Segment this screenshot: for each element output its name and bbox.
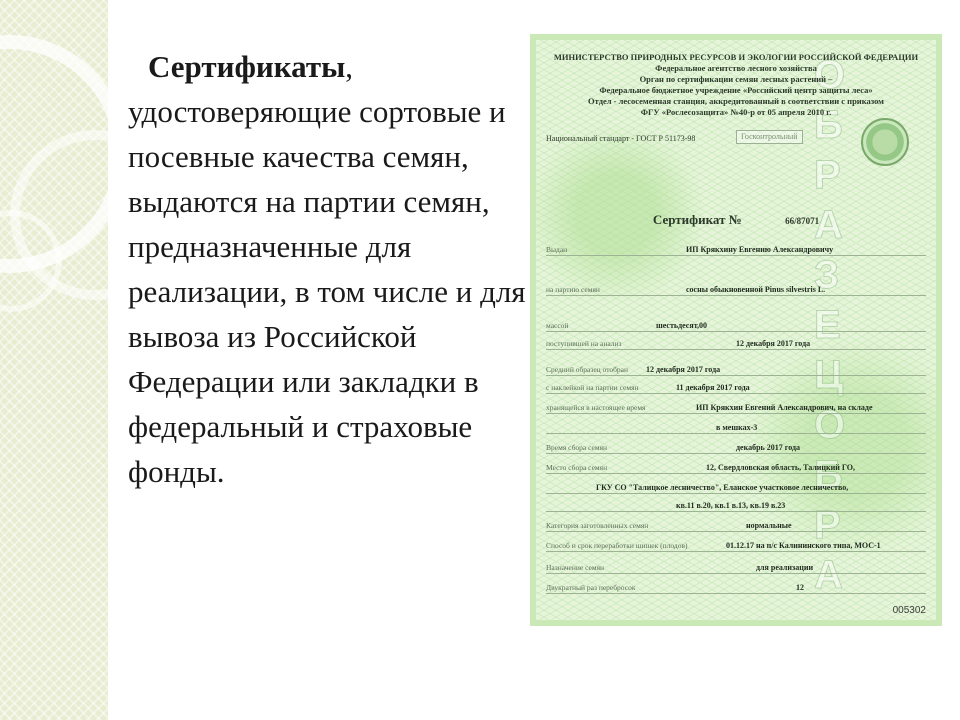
certificate-header — [536, 52, 936, 118]
certificate-field: хранящейся в настоящее время ИП Крякхин Евгений Александрович, на складе — [546, 400, 926, 414]
certificate-field: Выдан ИП Крякхину Евгению Александровичу — [546, 242, 926, 256]
certificate-field: массой шестьдесят,00 — [546, 318, 926, 332]
certificate-field: поступившей на анализ 12 декабря 2017 года — [546, 336, 926, 350]
certificate-field: на партию семян сосны обыкновенной Pinus silvestris L. — [546, 282, 926, 296]
certificate-seal — [861, 118, 909, 166]
watermark-letter: О — [814, 403, 850, 447]
header-line: ФГУ «Рослесозащита» №40-р от 05 апреля 2010 г. — [640, 107, 832, 117]
certificate-field: ГКУ СО "Талицкое лесничество", Еланское участковое лесничество, — [546, 480, 926, 494]
certificate-field: Категория заготовленных семян нормальные — [546, 518, 926, 532]
watermark-letter: Ц — [814, 353, 848, 397]
watermark-letter: А — [814, 553, 847, 597]
watermark-letter: Р — [814, 503, 845, 547]
certificate-title-text: Сертификат № — [652, 212, 742, 227]
header-line: Орган по сертификации семян лесных растений – — [639, 74, 833, 84]
certificate-field: Место сбора семян 12, Свердловская область, Талицкий ГО, — [546, 460, 926, 474]
certificate-image — [530, 34, 942, 626]
watermark-letter: З — [814, 253, 844, 297]
watermark-letter: Р — [814, 153, 845, 197]
watermark-letter: О — [814, 53, 850, 97]
certificate-field: Средний образец отобран 12 декабря 2017 года — [546, 362, 926, 376]
header-line: Отдел - лесосеменная станция, аккредитованный в соответствии с приказом — [588, 96, 884, 106]
certificate-field: в мешках-3 — [546, 420, 926, 434]
slide-text — [128, 44, 528, 494]
watermark-letter: Б — [814, 103, 847, 147]
certificate-serial: 005302 — [892, 605, 926, 616]
header-line: МИНИСТЕРСТВО ПРИРОДНЫХ РЕСУРСОВ И ЭКОЛОГИИ РОССИЙСКОЙ ФЕДЕРАЦИИ — [553, 52, 919, 62]
watermark-letter: Е — [814, 303, 845, 347]
decorative-left-strip — [0, 0, 108, 720]
certificate-field: Назначение семян для реализации — [546, 560, 926, 574]
watermark-letter: А — [814, 203, 847, 247]
certificate-number: 66/87071 — [785, 216, 820, 226]
certificate-field: Время сбора семян декабрь 2017 года — [546, 440, 926, 454]
certificate-field: кв.11 в.20, кв.1 в.13, кв.19 в.23 — [546, 498, 926, 512]
watermark-letter: Б — [814, 453, 847, 497]
header-line: Федеральное бюджетное учреждение «Российский центр защиты леса» — [599, 85, 873, 95]
certificate-standard: Национальный стандарт - ГОСТ Р 51173-98 — [546, 134, 696, 143]
certificate-stamp-label: Госконтрольный — [736, 130, 803, 144]
certificate-title — [536, 212, 936, 228]
certificate-field: Двукратный раз перебросок 12 — [546, 580, 926, 594]
certificate-field: Способ и срок переработки шишек (плодов) 01.12.17 на п/с Калининского типа, МОС-1 — [546, 538, 926, 552]
certificate-field: с наклейкой на партии семян 11 декабря 2017 года — [546, 380, 926, 394]
slide-lead-term: Сертификаты — [148, 49, 346, 84]
slide-body-text: , удостоверяющие сортовые и посевные качества семян, выдаются на партии семян, предназначенные для реализации, в том числе и для вывоза из Российской Федерации или закладки в федеральный и страховые фонды. — [128, 49, 526, 489]
header-line: Федеральное агентство лесного хозяйства — [655, 63, 817, 73]
